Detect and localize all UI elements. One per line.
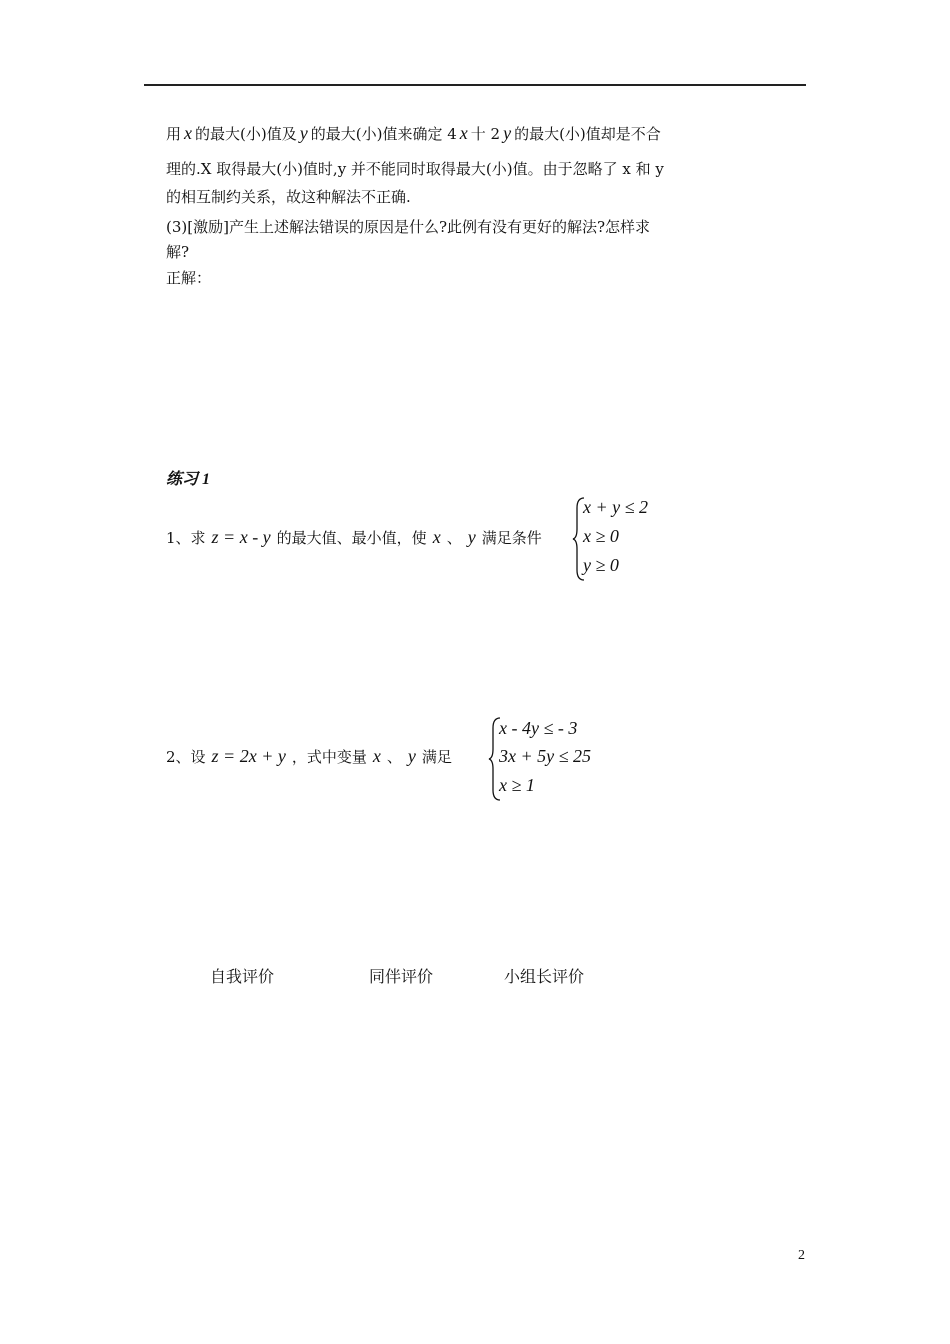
text-run: 的最大值、最小值，使 [276, 529, 427, 547]
paragraph-line-4: (3)[激励]产生上述解法错误的原因是什么?此例有没有更好的解法?怎样求 [166, 218, 651, 236]
math-var-y: y [299, 123, 308, 143]
question-number: 2、设 [166, 748, 206, 766]
text-run: 、 [386, 748, 402, 766]
question-number: 1、求 [166, 529, 206, 547]
text-run: 的最大(小)值来确定 4 [310, 125, 457, 143]
objective-expression: z = 2x + y [211, 746, 286, 766]
text-run: ，式中变量 [291, 748, 367, 766]
exercise-heading: 练习 1 [166, 471, 211, 488]
text-run: 满足条件 [481, 529, 542, 547]
peer-evaluation-label: 同伴评价 [369, 967, 434, 986]
group-leader-evaluation-label: 小组长评价 [504, 967, 585, 986]
text-run: 、 [446, 529, 462, 547]
text-run: 用 [166, 125, 182, 143]
constraint-2: 3x + 5y ≤ 25 [499, 746, 592, 766]
constraint-3: y ≥ 0 [583, 555, 619, 575]
text-run: 的最大(小)值及 [195, 125, 297, 143]
header-rule [144, 84, 806, 86]
constraint-1: x - 4y ≤ - 3 [499, 718, 578, 738]
self-evaluation-label: 自我评价 [210, 967, 275, 986]
text-run: 满足 [421, 748, 452, 766]
constraint-2: x ≥ 0 [583, 526, 619, 546]
text-run: 的最大(小)值却是不合 [514, 125, 661, 143]
constraint-3: x ≥ 1 [499, 775, 535, 795]
question-2 [166, 744, 452, 769]
math-var-y: y [467, 527, 476, 547]
objective-expression: z = x - y [211, 527, 271, 547]
math-var-x: x [184, 123, 193, 143]
math-var-x: x [372, 746, 381, 766]
paragraph-line-3: 的相互制约关系，故这种解法不正确. [166, 188, 411, 206]
math-var-x: x [459, 123, 468, 143]
text-run: 十 2 [470, 125, 501, 143]
paragraph-line-1 [166, 121, 661, 146]
math-var-y: y [407, 746, 416, 766]
paragraph-line-6: 正解： [166, 269, 212, 287]
math-var-y: y [503, 123, 512, 143]
paragraph-line-5: 解? [166, 243, 190, 261]
question-1 [166, 525, 542, 550]
math-var-x: x [432, 527, 441, 547]
page-number: 2 [798, 1248, 805, 1263]
constraint-1: x + y ≤ 2 [583, 497, 649, 517]
paragraph-line-2: 理的.X 取得最大(小)值时,y 并不能同时取得最大(小)值。由于忽略了 x 和 y [166, 160, 664, 178]
